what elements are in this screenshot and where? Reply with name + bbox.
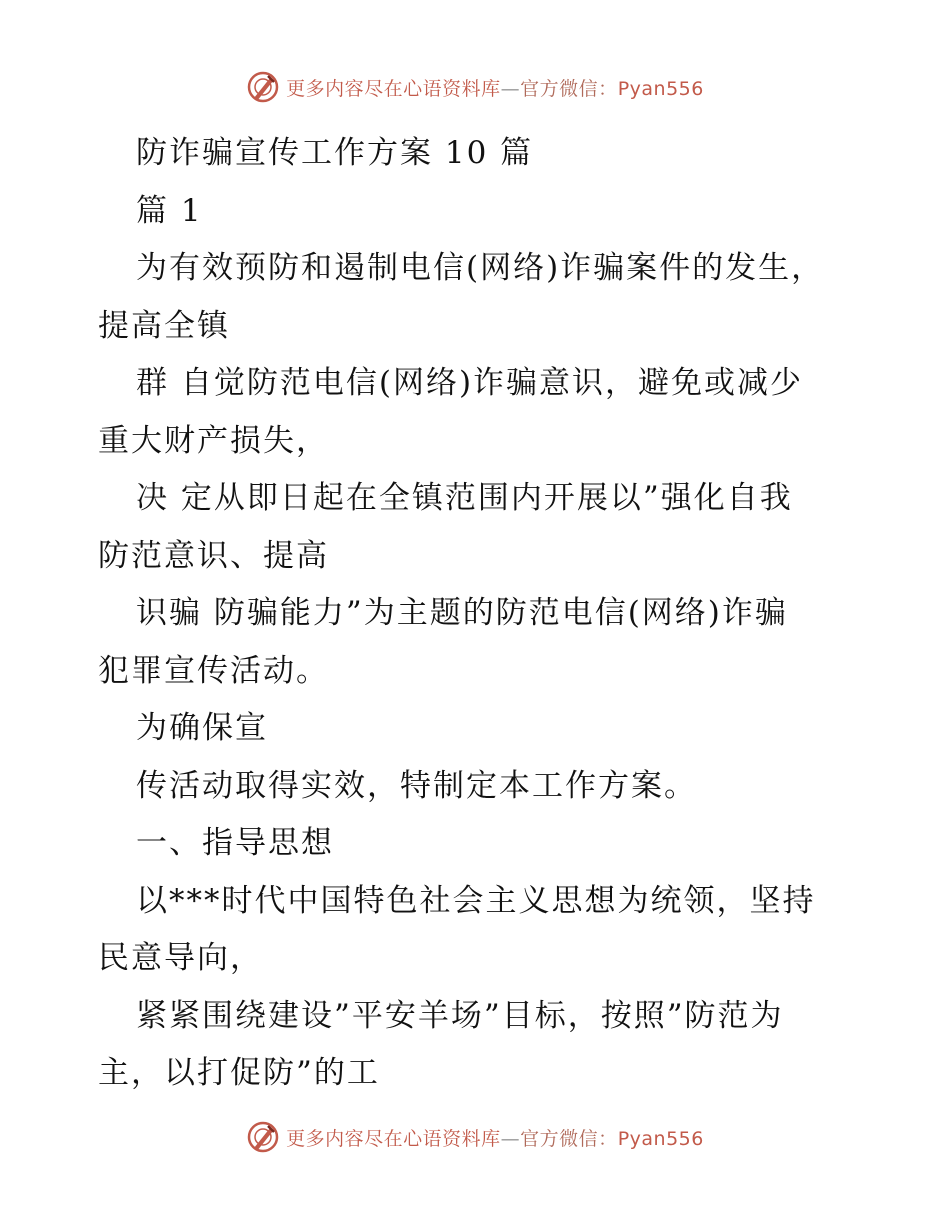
text-line: 紧紧围绕建设”平安羊场”目标，按照”防范为 — [136, 997, 784, 1034]
text-line: 决 定从即日起在全镇范围内开展以”强化自我 — [136, 480, 793, 516]
watermark-wechat-label: 官方微信： — [520, 77, 618, 100]
text-line: 为有效预防和遏制电信(网络)诈骗案件的发生， — [136, 250, 825, 286]
watermark-separator: — — [500, 77, 521, 100]
text-line: 为确保宣 — [136, 710, 268, 746]
watermark-text: 更多内容尽在心语资料库 — [286, 77, 501, 100]
document-body — [98, 125, 868, 1103]
footer-watermark — [0, 1120, 950, 1154]
watermark-wechat-label: 官方微信： — [520, 1127, 618, 1150]
text-line: 防诈骗宣传工作方案 10 篇 — [136, 135, 534, 171]
text-line: 民意导向， — [98, 940, 263, 976]
watermark-wechat-id: Pyan556 — [617, 77, 704, 100]
watermark-separator: — — [500, 1127, 521, 1150]
text-line: 传活动取得实效，特制定本工作方案。 — [136, 767, 697, 804]
text-line: 以***时代中国特色社会主义思想为统领，坚持 — [136, 882, 816, 919]
text-line: 识骗 防骗能力”为主题的防范电信(网络)诈骗 — [136, 595, 788, 631]
watermark-text: 更多内容尽在心语资料库 — [286, 1127, 501, 1150]
text-line: 防范意识、提高 — [98, 537, 329, 574]
text-line: 群 自觉防范电信(网络)诈骗意识，避免或减少 — [136, 365, 804, 401]
text-line: 主，以打促防”的工 — [98, 1055, 380, 1091]
text-line: 重大财产损失， — [98, 422, 329, 459]
header-watermark — [0, 70, 950, 104]
pen-logo-icon — [246, 1120, 280, 1154]
text-line: 提高全镇 — [98, 307, 230, 344]
text-line: 篇 1 — [136, 192, 203, 229]
text-line: 犯罪宣传活动。 — [98, 652, 329, 689]
text-line: 一、指导思想 — [136, 825, 334, 861]
pen-logo-icon — [246, 70, 280, 104]
watermark-wechat-id: Pyan556 — [617, 1127, 704, 1150]
